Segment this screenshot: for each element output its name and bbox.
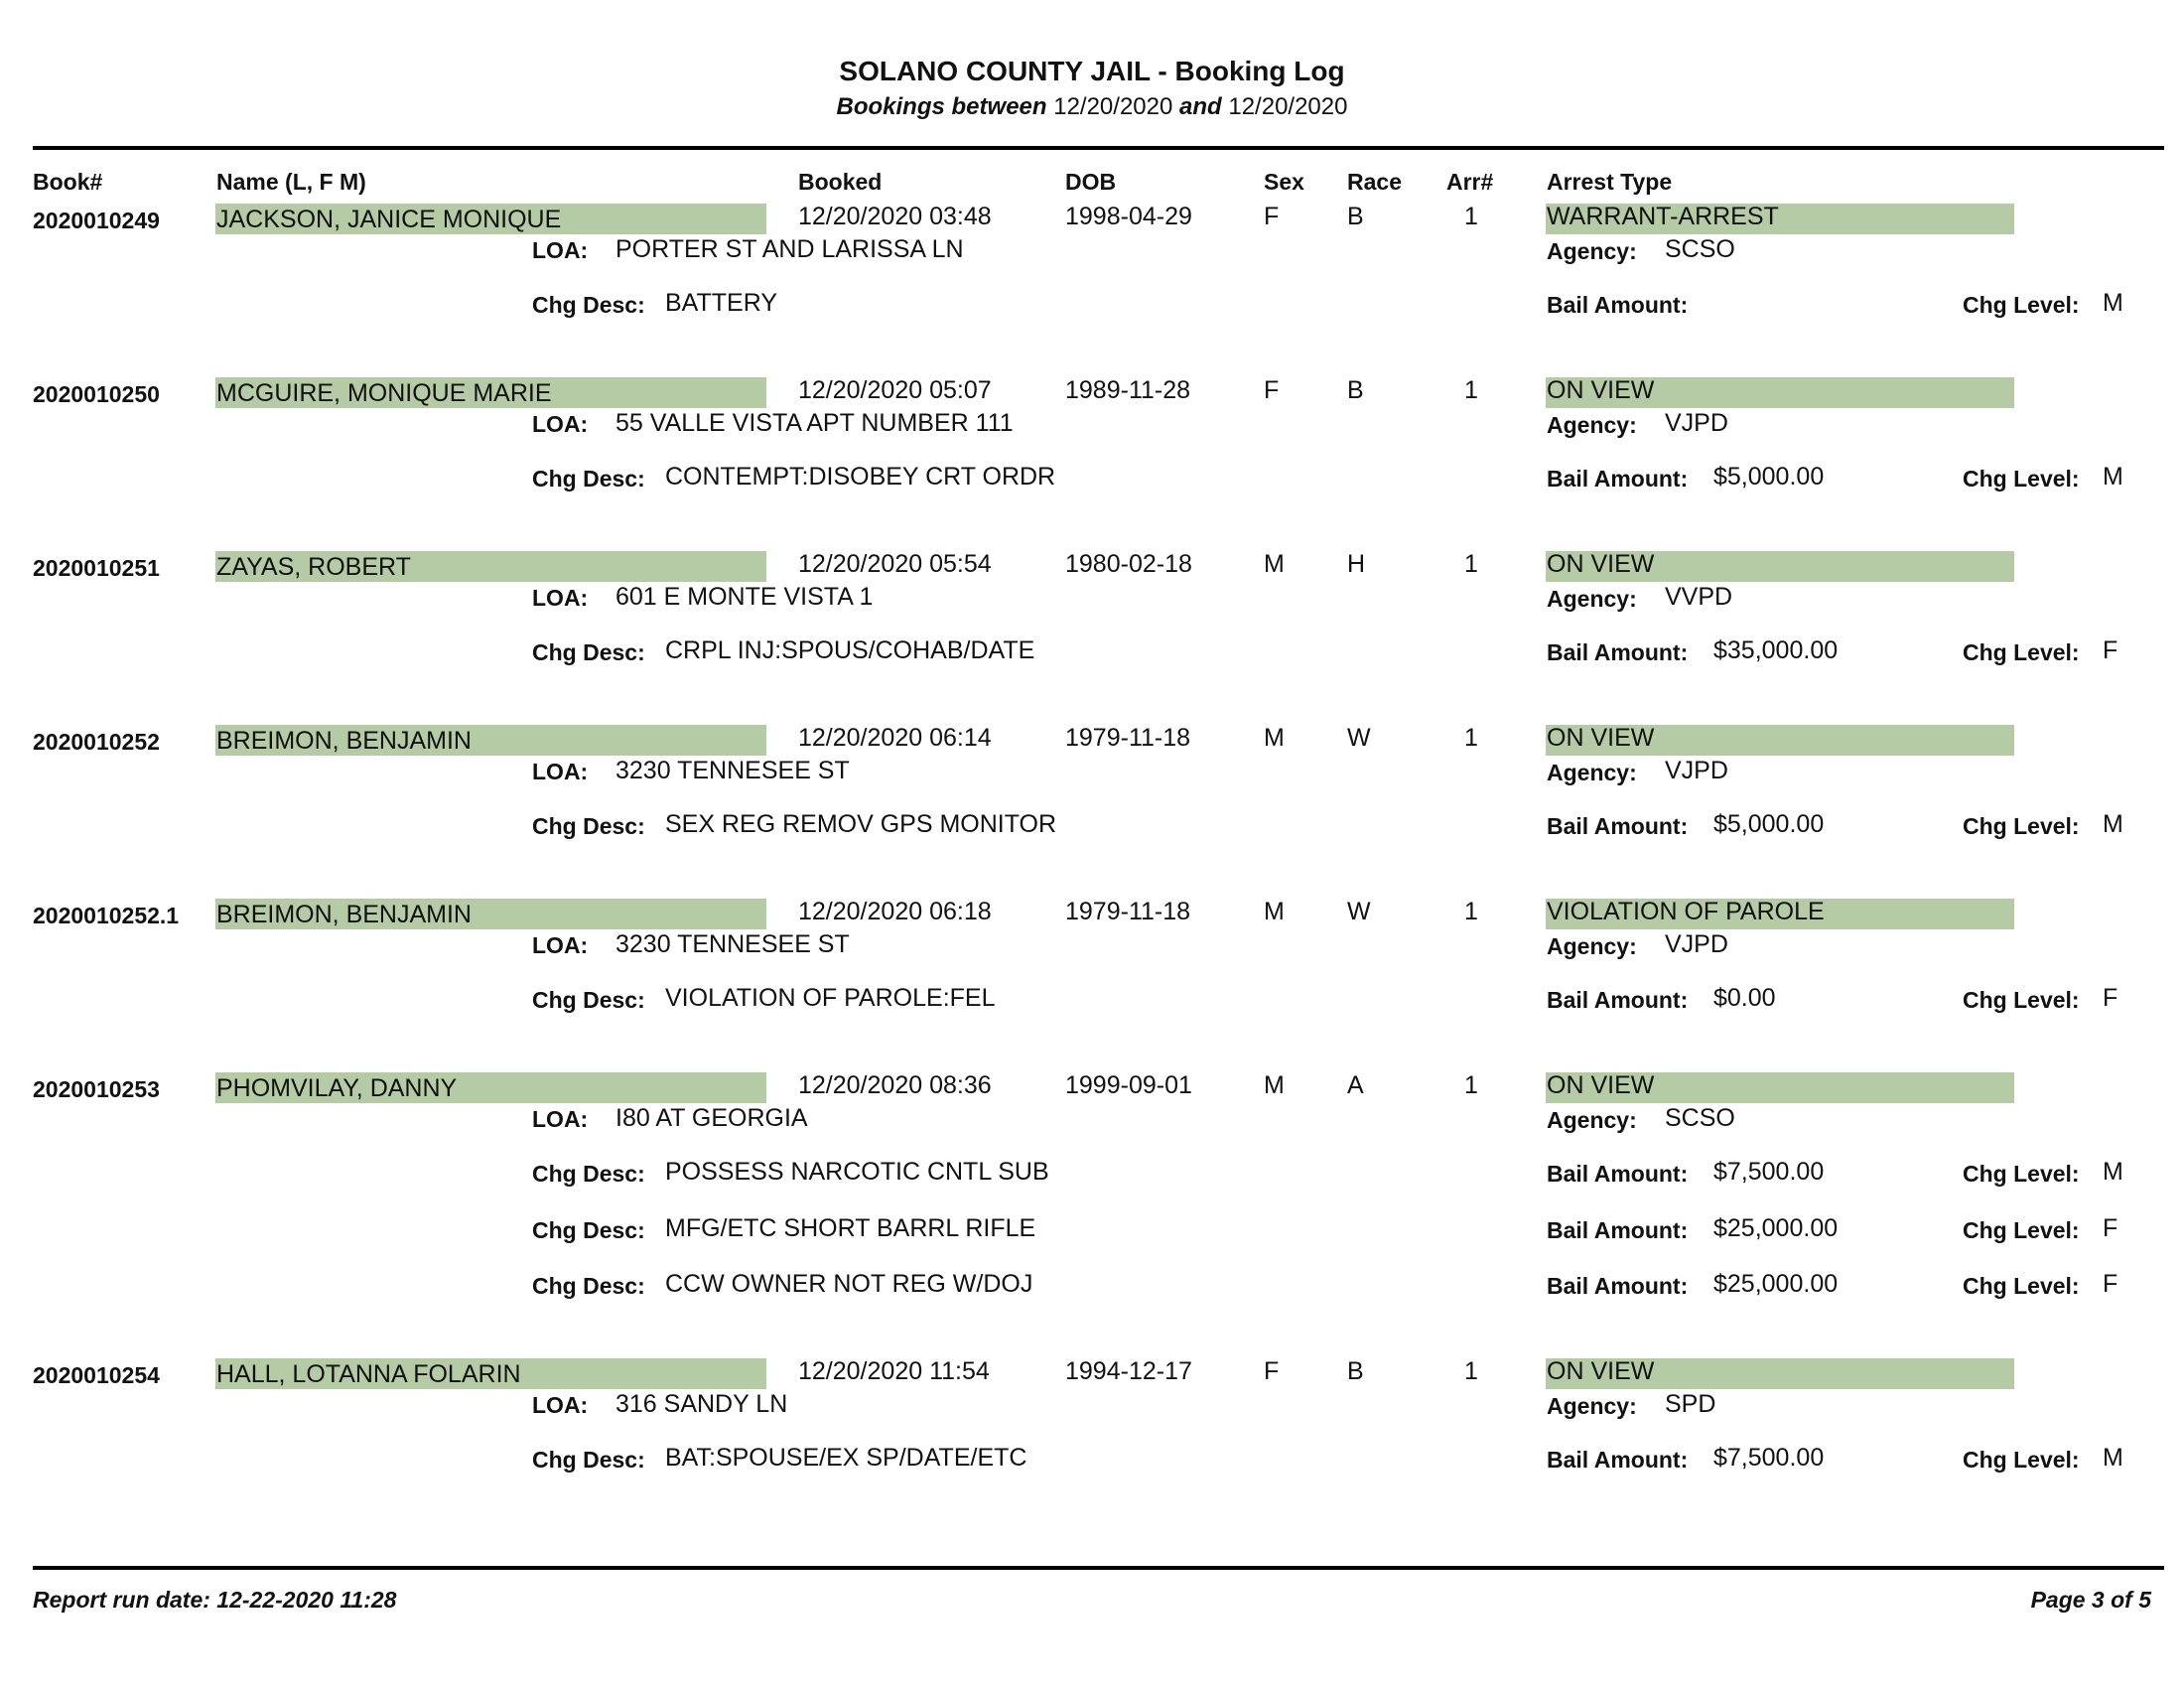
bail-amount-label: Bail Amount: (1547, 1216, 1689, 1243)
race: B (1347, 203, 1364, 230)
end-date: 12/20/2020 (1228, 93, 1348, 120)
dob: 1994-12-17 (1065, 1357, 1192, 1385)
chg-desc-value: MFG/ETC SHORT BARRL RIFLE (665, 1213, 1036, 1242)
loa-value: 3230 TENNESEE ST (615, 757, 850, 784)
page-number: Page 3 of 5 (2030, 1587, 2151, 1613)
chg-level-value: F (2103, 984, 2118, 1012)
arrest-type: VIOLATION OF PAROLE (1547, 898, 1825, 925)
report-subtitle (0, 93, 2184, 121)
inmate-name: BREIMON, BENJAMIN (216, 727, 472, 755)
col-dob: DOB (1065, 169, 1117, 195)
chg-desc-label: Chg Desc: (532, 292, 645, 318)
arrest-number: 1 (1464, 550, 1478, 578)
header-rule (33, 146, 2164, 150)
loa-label: LOA: (532, 759, 589, 784)
bail-amount-value: $35,000.00 (1713, 636, 1839, 664)
chg-desc-label: Chg Desc: (532, 813, 645, 839)
chg-desc-label: Chg Desc: (532, 1273, 645, 1299)
race: B (1347, 1357, 1364, 1385)
chg-level-value: F (2103, 636, 2118, 664)
loa-label: LOA: (532, 1392, 589, 1418)
arrest-type: ON VIEW (1547, 1071, 1655, 1099)
bail-amount-label: Bail Amount: (1547, 1161, 1689, 1187)
arrest-number: 1 (1464, 1071, 1478, 1099)
arrest-number: 1 (1464, 898, 1478, 925)
inmate-name: HALL, LOTANNA FOLARIN (216, 1360, 521, 1388)
agency-label: Agency: (1547, 238, 1637, 264)
arrest-type: WARRANT-ARREST (1547, 203, 1779, 230)
booked-datetime: 12/20/2020 11:54 (798, 1357, 990, 1385)
chg-desc-label: Chg Desc: (532, 639, 645, 665)
chg-desc-label: Chg Desc: (532, 987, 645, 1013)
booked-datetime: 12/20/2020 06:18 (798, 898, 992, 925)
agency-label: Agency: (1547, 586, 1637, 612)
chg-desc-value: VIOLATION OF PAROLE:FEL (665, 984, 996, 1012)
race: W (1347, 898, 1371, 925)
loa-value: 316 SANDY LN (615, 1390, 788, 1418)
chg-level-value: M (2103, 463, 2123, 491)
start-date: 12/20/2020 (1053, 93, 1173, 120)
col-booked: Booked (798, 169, 883, 195)
chg-level-value: M (2103, 810, 2123, 838)
bail-amount-label: Bail Amount: (1547, 813, 1689, 839)
agency-label: Agency: (1547, 1393, 1637, 1419)
loa-value: 3230 TENNESEE ST (615, 930, 850, 958)
bail-amount-label: Bail Amount: (1547, 292, 1689, 318)
bail-amount-label: Bail Amount: (1547, 987, 1689, 1013)
sex: F (1264, 203, 1280, 230)
loa-label: LOA: (532, 237, 589, 263)
chg-level-value: F (2103, 1213, 2118, 1242)
arrest-number: 1 (1464, 376, 1478, 404)
book-number: 2020010254 (33, 1362, 160, 1388)
chg-desc-label: Chg Desc: (532, 1161, 645, 1187)
bail-amount-value: $7,500.00 (1713, 1158, 1825, 1186)
booked-datetime: 12/20/2020 05:07 (798, 376, 992, 404)
chg-level-label: Chg Level: (1963, 292, 2080, 318)
agency-value: SCSO (1665, 235, 1735, 263)
dob: 1979-11-18 (1065, 898, 1191, 925)
sex: M (1264, 898, 1285, 925)
col-name: Name (L, F M) (216, 169, 366, 195)
loa-value: 601 E MONTE VISTA 1 (615, 583, 874, 611)
chg-desc-value: CRPL INJ:SPOUS/COHAB/DATE (665, 636, 1035, 664)
col-race: Race (1347, 169, 1402, 195)
inmate-name: MCGUIRE, MONIQUE MARIE (216, 379, 552, 407)
inmate-name: BREIMON, BENJAMIN (216, 901, 472, 928)
col-sex: Sex (1264, 169, 1304, 195)
chg-level-label: Chg Level: (1963, 466, 2080, 492)
bail-amount-value: $5,000.00 (1713, 810, 1825, 838)
loa-label: LOA: (532, 585, 589, 611)
chg-desc-value: BATTERY (665, 289, 777, 317)
bail-amount-label: Bail Amount: (1547, 1447, 1689, 1473)
bail-amount-value: $25,000.00 (1713, 1270, 1839, 1298)
chg-desc-value: CCW OWNER NOT REG W/DOJ (665, 1270, 1033, 1298)
subtitle-prefix: Bookings between (836, 93, 1047, 120)
subtitle-and: and (1179, 93, 1222, 120)
chg-desc-value: CONTEMPT:DISOBEY CRT ORDR (665, 463, 1056, 491)
bail-amount-label: Bail Amount: (1547, 466, 1689, 492)
agency-value: VVPD (1665, 583, 1733, 611)
col-arrest-type: Arrest Type (1547, 169, 1673, 195)
chg-level-label: Chg Level: (1963, 639, 2080, 665)
loa-label: LOA: (532, 932, 589, 958)
arrest-type: ON VIEW (1547, 550, 1655, 578)
loa-value: I80 AT GEORGIA (615, 1104, 808, 1132)
book-number: 2020010252.1 (33, 903, 180, 928)
col-book: Book# (33, 169, 103, 195)
sex: M (1264, 724, 1285, 752)
dob: 1979-11-18 (1065, 724, 1191, 752)
booked-datetime: 12/20/2020 08:36 (798, 1071, 992, 1099)
loa-label: LOA: (532, 1106, 589, 1132)
agency-label: Agency: (1547, 760, 1637, 785)
chg-level-label: Chg Level: (1963, 1161, 2080, 1187)
inmate-name: PHOMVILAY, DANNY (216, 1074, 458, 1102)
agency-label: Agency: (1547, 412, 1637, 438)
book-number: 2020010249 (33, 208, 160, 233)
chg-level-value: M (2103, 289, 2123, 317)
agency-label: Agency: (1547, 1107, 1637, 1133)
agency-value: VJPD (1665, 409, 1728, 437)
footer-rule (33, 1566, 2164, 1570)
book-number: 2020010250 (33, 381, 160, 407)
race: W (1347, 724, 1371, 752)
bail-amount-value: $5,000.00 (1713, 463, 1825, 491)
inmate-name: JACKSON, JANICE MONIQUE (216, 206, 562, 233)
dob: 1999-09-01 (1065, 1071, 1192, 1099)
bail-amount-value: $0.00 (1713, 984, 1776, 1012)
agency-label: Agency: (1547, 933, 1637, 959)
report-title: SOLANO COUNTY JAIL - Booking Log (839, 56, 1345, 86)
book-number: 2020010251 (33, 555, 160, 581)
arrest-number: 1 (1464, 1357, 1478, 1385)
col-arr: Arr# (1446, 169, 1494, 195)
arrest-type: ON VIEW (1547, 376, 1655, 404)
race: H (1347, 550, 1366, 578)
chg-level-value: M (2103, 1158, 2123, 1186)
agency-value: SPD (1665, 1390, 1716, 1418)
booked-datetime: 12/20/2020 05:54 (798, 550, 992, 578)
chg-level-value: M (2103, 1444, 2123, 1472)
dob: 1998-04-29 (1065, 203, 1192, 230)
booked-datetime: 12/20/2020 03:48 (798, 203, 992, 230)
bail-amount-label: Bail Amount: (1547, 639, 1689, 665)
chg-desc-label: Chg Desc: (532, 1216, 645, 1243)
booked-datetime: 12/20/2020 06:14 (798, 724, 992, 752)
chg-level-label: Chg Level: (1963, 813, 2080, 839)
chg-level-value: F (2103, 1270, 2118, 1298)
chg-level-label: Chg Level: (1963, 1273, 2080, 1299)
chg-level-label: Chg Level: (1963, 1447, 2080, 1473)
bail-amount-value: $25,000.00 (1713, 1213, 1839, 1242)
chg-desc-value: BAT:SPOUSE/EX SP/DATE/ETC (665, 1444, 1027, 1472)
sex: M (1264, 550, 1285, 578)
arrest-type: ON VIEW (1547, 724, 1655, 752)
agency-value: VJPD (1665, 757, 1728, 784)
sex: M (1264, 1071, 1285, 1099)
inmate-name: ZAYAS, ROBERT (216, 553, 411, 581)
chg-desc-label: Chg Desc: (532, 1447, 645, 1473)
dob: 1980-02-18 (1065, 550, 1192, 578)
chg-desc-label: Chg Desc: (532, 466, 645, 492)
chg-level-label: Chg Level: (1963, 987, 2080, 1013)
chg-level-label: Chg Level: (1963, 1216, 2080, 1243)
bail-amount-value: $7,500.00 (1713, 1444, 1825, 1472)
arrest-number: 1 (1464, 203, 1478, 230)
race: B (1347, 376, 1364, 404)
bail-amount-label: Bail Amount: (1547, 1273, 1689, 1299)
agency-value: VJPD (1665, 930, 1728, 958)
book-number: 2020010253 (33, 1076, 160, 1102)
chg-desc-value: SEX REG REMOV GPS MONITOR (665, 810, 1057, 838)
arrest-number: 1 (1464, 724, 1478, 752)
arrest-type: ON VIEW (1547, 1357, 1655, 1385)
loa-label: LOA: (532, 411, 589, 437)
sex: F (1264, 376, 1280, 404)
dob: 1989-11-28 (1065, 376, 1191, 404)
loa-value: PORTER ST AND LARISSA LN (615, 235, 964, 263)
chg-desc-value: POSSESS NARCOTIC CNTL SUB (665, 1158, 1049, 1186)
loa-value: 55 VALLE VISTA APT NUMBER 111 (615, 409, 1014, 437)
book-number: 2020010252 (33, 729, 160, 755)
race: A (1347, 1071, 1364, 1099)
sex: F (1264, 1357, 1280, 1385)
agency-value: SCSO (1665, 1104, 1735, 1132)
report-run-date: Report run date: 12-22-2020 11:28 (33, 1587, 397, 1613)
